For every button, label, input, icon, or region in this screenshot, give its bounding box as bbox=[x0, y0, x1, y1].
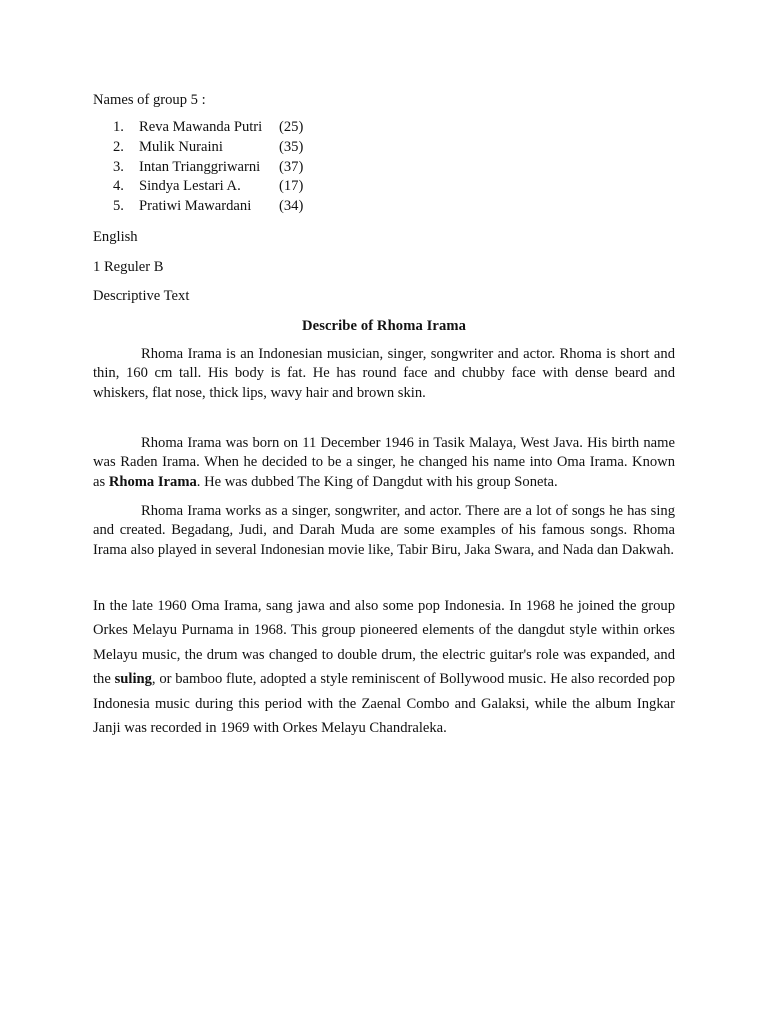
class-label: 1 Reguler B bbox=[93, 259, 164, 275]
member-item bbox=[0, 178, 768, 198]
paragraph-history bbox=[93, 594, 675, 740]
member-name: Pratiwi Mawardani bbox=[139, 198, 252, 214]
text-type-label: Descriptive Text bbox=[93, 288, 190, 304]
member-name: Reva Mawanda Putri bbox=[139, 119, 263, 135]
member-number: 2. bbox=[113, 139, 124, 155]
member-score: (34) bbox=[279, 198, 304, 214]
member-score: (37) bbox=[279, 159, 304, 175]
paragraph-career bbox=[93, 502, 675, 560]
member-number: 5. bbox=[113, 198, 124, 214]
paragraph-text: , or bamboo flute, adopted a style reminiscent of Bollywood music. He also recorded pop Indonesia music during this period with the Zaenal Combo and Galaksi, while the album Ingkar Janji was recorded in 1969 with Orkes Melayu Chandraleka. bbox=[93, 671, 675, 737]
member-score: (17) bbox=[279, 178, 304, 194]
paragraph-text: In the late 1960 Oma Irama, sang jawa and also some pop Indonesia. In 1968 he joined the group Orkes Melayu Purnama in 1968. This group pioneered elements of the dangdut style within orkes Melayu music, the drum was changed to double drum, the electric guitar's role was expanded, and the bbox=[93, 598, 675, 688]
member-item bbox=[0, 159, 768, 179]
member-number: 3. bbox=[113, 159, 124, 175]
member-name: Sindya Lestari A. bbox=[139, 178, 241, 194]
document-title: Describe of Rhoma Irama bbox=[301, 318, 466, 334]
member-name: Intan Trianggriwarni bbox=[139, 159, 261, 175]
member-number: 4. bbox=[113, 178, 124, 194]
subject-label: English bbox=[93, 229, 138, 245]
highlighted-name: Rhoma Irama bbox=[108, 473, 197, 490]
paragraph-text: Rhoma Irama was born on 11 December 1946 in Tasik Malaya, West Java. His birth name was Raden Irama. When he decided to be a singer, he changed his name into Oma Irama. Known as bbox=[93, 435, 675, 490]
member-item bbox=[0, 119, 768, 139]
member-item bbox=[0, 139, 768, 159]
member-number: 1. bbox=[113, 119, 124, 135]
member-item bbox=[0, 198, 768, 218]
paragraph-text: Rhoma Irama works as a singer, songwriter, and actor. There are a lot of songs he has sing and created. Begadang, Judi, and Darah Muda are some examples of his famous songs. Rhoma Irama also played in several Indonesian movie like, Tabir Biru, Jaka Swara, and Nada dan Dakwah. bbox=[93, 503, 675, 558]
group-label: Names of group 5 : bbox=[93, 92, 206, 108]
paragraph-text: . He was dubbed The King of Dangdut with his group Soneta. bbox=[196, 473, 558, 490]
paragraph-biography bbox=[93, 434, 675, 492]
paragraph-text: Rhoma Irama is an Indonesian musician, singer, songwriter and actor. Rhoma is short and thin, 160 cm tall. His body is fat. He has round face and chubby face with dense beard and whiskers, flat nose, thick lips, wavy hair and brown skin. bbox=[93, 346, 675, 401]
member-name: Mulik Nuraini bbox=[139, 139, 223, 155]
highlighted-term: suling bbox=[114, 671, 152, 688]
member-score: (35) bbox=[279, 139, 304, 155]
paragraph-description bbox=[93, 345, 675, 403]
member-score: (25) bbox=[279, 119, 304, 135]
